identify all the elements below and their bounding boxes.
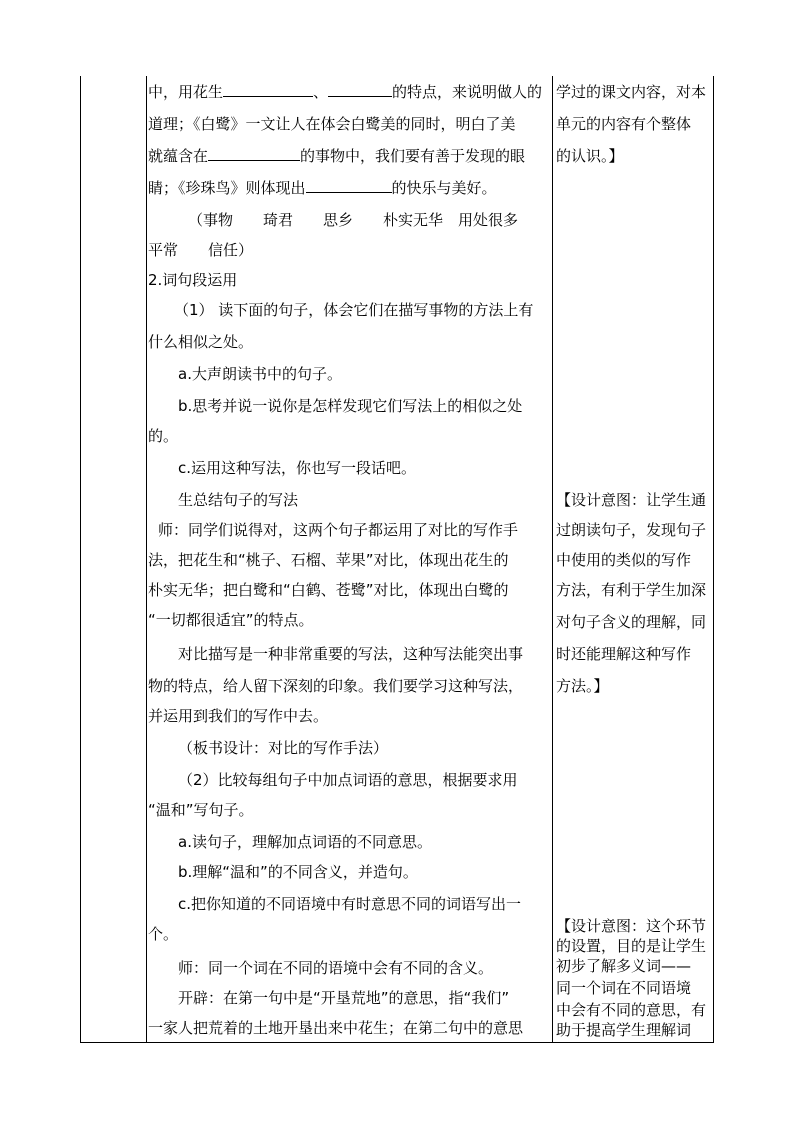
design-intent-1-line-4: 方法，有利于学生加深 — [556, 581, 707, 599]
question-2-step-b: b.理解“温和”的不同含义，并造句。 — [178, 863, 418, 881]
table-left-border — [80, 76, 81, 1043]
table-right-border — [713, 76, 714, 1043]
question-1-line-1: （1） 读下面的句子，体会它们在描写事物的方法上有 — [174, 301, 534, 319]
word-options-line-1: （事物 琦君 思乡 朴实无华 用处很多 — [188, 211, 519, 229]
design-intent-2-line-5: 中会有不同的意思，有 — [556, 1001, 707, 1019]
column-divider-2 — [552, 76, 553, 1043]
teacher-remark-1-line-4: “一切都很适宜”的特点。 — [148, 611, 314, 629]
question-1-step-b-line-2: 的。 — [148, 427, 179, 445]
fill-blank-line-4: 睛；《珍珠鸟》则体现出 的快乐与美好。 — [148, 179, 497, 197]
answer-blank-1[interactable] — [223, 82, 313, 97]
answer-blank-3[interactable] — [208, 146, 300, 161]
column-divider-1 — [146, 76, 147, 1043]
teacher-remark-1-line-3: 朴实无华；把白鹭和“白鹤、苍鹭”对比，体现出白鹭的 — [148, 581, 509, 599]
design-intent-2-line-1: 【设计意图：这个环节 — [556, 917, 707, 935]
question-2-step-c-line-1: c.把你知道的不同语境中有时意思不同的词语写出一 — [178, 895, 522, 913]
fill-blank-line-3: 就蕴含在 的事物中，我们要有善于发现的眼 — [148, 147, 526, 165]
kaipi-explanation-line-2: 一家人把荒着的土地开垦出来中花生；在第二句中的意思 — [148, 1019, 524, 1037]
fill-blank-line-1: 中，用花生 、 的特点，来说明做人的 — [148, 83, 543, 101]
design-intent-2-line-4: 同一个词在不同语境 — [556, 979, 692, 997]
summary-line: 生总结句子的写法 — [178, 491, 299, 509]
question-2-line-1: （2）比较每组句子中加点词语的意思，根据要求用 — [178, 771, 518, 789]
question-2-line-2: “温和”写句子。 — [148, 801, 254, 819]
design-intent-1-line-7: 方法。】 — [556, 677, 609, 695]
design-intent-2-line-6: 助于提高学生理解词 — [556, 1021, 692, 1039]
teacher-remark-1-line-2: 法，把花生和“桃子、石榴、苹果”对比，体现出花生的 — [148, 551, 509, 569]
answer-blank-4[interactable] — [306, 178, 392, 193]
question-1-step-a: a.大声朗读书中的句子。 — [178, 365, 342, 383]
question-2-step-c-line-2: 个。 — [148, 925, 179, 943]
design-intent-1-line-1: 【设计意图：让学生通 — [556, 491, 707, 509]
design-intent-2-line-2: 的设置，目的是让学生 — [556, 937, 707, 955]
table-bottom-border — [80, 1042, 714, 1043]
question-1-step-c: c.运用这种写法，你也写一段话吧。 — [178, 459, 417, 477]
kaipi-explanation-line-1: 开辟：在第一句中是“开垦荒地”的意思，指“我们” — [178, 989, 510, 1007]
teacher-remark-1-line-1: 师：同学们说得对，这两个句子都运用了对比的写作手 — [158, 521, 519, 539]
side-note-top-line-1: 学过的课文内容，对本 — [556, 83, 707, 101]
design-intent-1-line-3: 中使用的类似的写作 — [556, 551, 692, 569]
question-1-line-2: 什么相似之处。 — [148, 333, 254, 351]
contrast-paragraph-line-1: 对比描写是一种非常重要的写法，这种写法能突出事 — [178, 645, 524, 663]
contrast-paragraph-line-2: 物的特点，给人留下深刻的印象。我们要学习这种写法， — [148, 677, 524, 695]
fill-blank-line-2: 道理；《白鹭》一文让人在体会白鹭美的同时，明白了美 — [148, 115, 516, 133]
design-intent-1-line-6: 时还能理解这种写作 — [556, 645, 692, 663]
board-design-note: （板书设计：对比的写作手法） — [178, 739, 389, 757]
section-title: 2.词句段运用 — [148, 271, 238, 289]
contrast-paragraph-line-3: 并运用到我们的写作中去。 — [148, 707, 329, 725]
answer-blank-2[interactable] — [328, 82, 392, 97]
word-options-line-2: 平常 信任） — [148, 241, 254, 259]
teacher-remark-2: 师：同一个词在不同的语境中会有不同的含义。 — [178, 959, 494, 977]
question-1-step-b-line-1: b.思考并说一说你是怎样发现它们写法上的相似之处 — [178, 397, 523, 415]
question-2-step-a: a.读句子，理解加点词语的不同意思。 — [178, 833, 432, 851]
design-intent-2-line-3: 初步了解多义词—— — [556, 957, 692, 975]
side-note-top-line-2: 单元的内容有个整体 — [556, 115, 692, 133]
design-intent-1-line-2: 过朗读句子，发现句子 — [556, 521, 707, 539]
side-note-top-line-3: 的认识。】 — [556, 147, 624, 165]
design-intent-1-line-5: 对句子含义的理解，同 — [556, 613, 707, 631]
